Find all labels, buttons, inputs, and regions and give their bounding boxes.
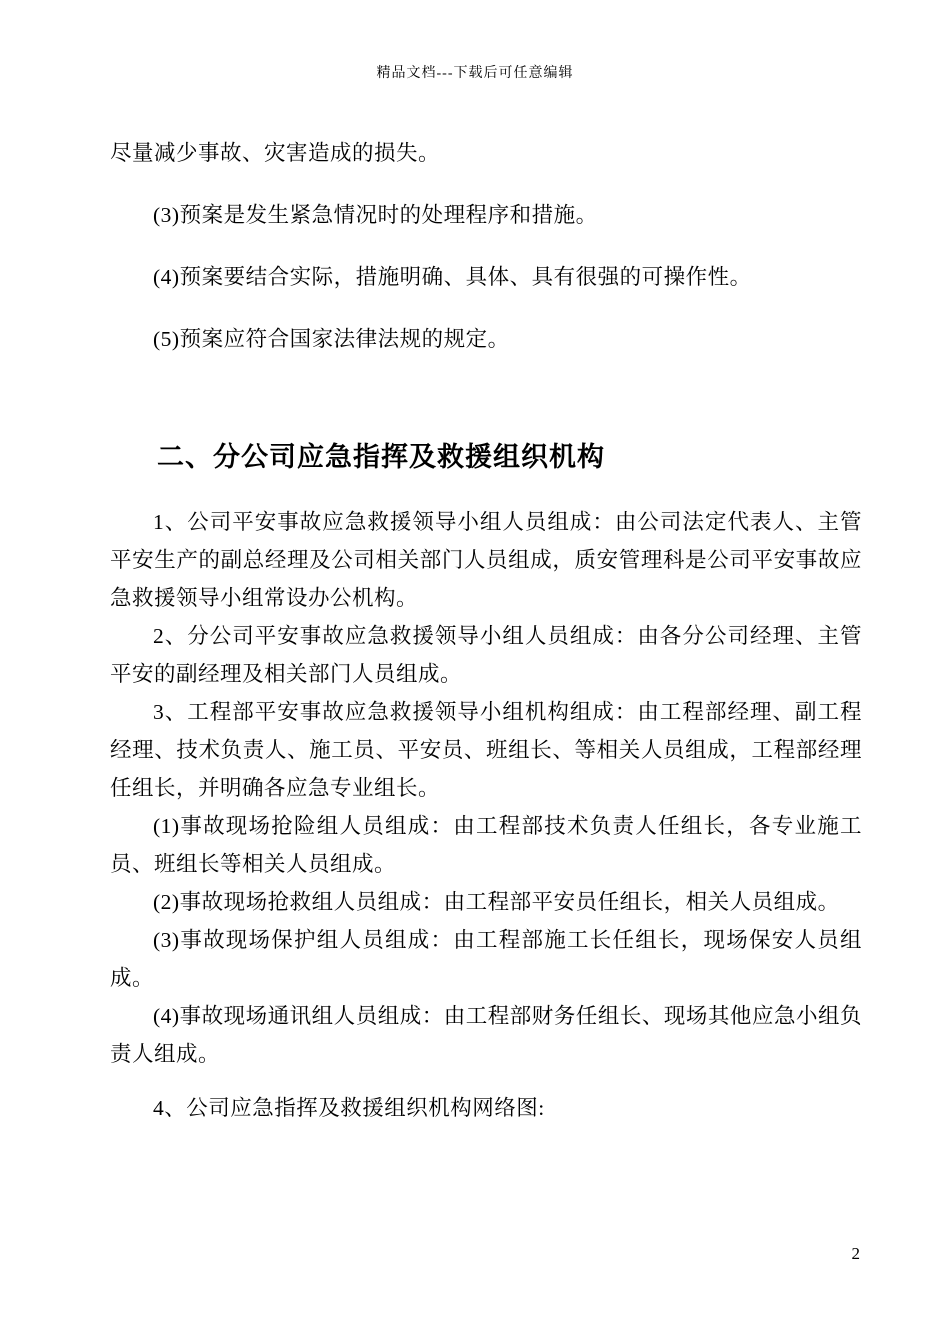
body-subparagraph-1: (1)事故现场抢险组人员组成：由工程部技术负责人任组长，各专业施工员、班组长等相关人员组成。	[110, 814, 862, 876]
body-paragraph-4: 4、公司应急指挥及救援组织机构网络图:	[153, 1096, 545, 1120]
body-subparagraph-2: (2)事故现场抢救组人员组成：由工程部平安员任组长，相关人员组成。	[153, 890, 840, 914]
page-number: 2	[851, 1244, 860, 1263]
intro-paragraph-item-5: (5)预案应符合国家法律法规的规定。	[153, 327, 510, 351]
header-watermark: 精品文档---下载后可任意编辑	[376, 66, 574, 81]
intro-paragraph-continuation: 尽量减少事故、灾害造成的损失。	[110, 141, 441, 165]
body-paragraph-2: 2、分公司平安事故应急救援领导小组人员组成：由各分公司经理、主管平安的副经理及相关部门人员组成。	[110, 624, 862, 686]
body-subparagraph-3: (3)事故现场保护组人员组成：由工程部施工长任组长，现场保安人员组成。	[110, 928, 862, 990]
intro-paragraph-item-3: (3)预案是发生紧急情况时的处理程序和措施。	[153, 203, 598, 227]
intro-paragraph-item-4: (4)预案要结合实际，措施明确、具体、具有很强的可操作性。	[153, 265, 752, 289]
body-paragraph-1: 1、公司平安事故应急救援领导小组人员组成：由公司法定代表人、主管平安生产的副总经理及公司相关部门人员组成，质安管理科是公司平安事故应急救援领导小组常设办公机构。	[110, 510, 862, 610]
body-paragraph-3: 3、工程部平安事故应急救援领导小组机构组成：由工程部经理、副工程经理、技术负责人、施工员、平安员、班组长、等相关人员组成，工程部经理任组长，并明确各应急专业组长。	[110, 700, 862, 800]
document-content	[110, 138, 862, 1127]
body-subparagraph-4: (4)事故现场通讯组人员组成：由工程部财务任组长、现场其他应急小组负责人组成。	[110, 1004, 862, 1066]
section-heading: 二、分公司应急指挥及救援组织机构	[157, 442, 605, 472]
